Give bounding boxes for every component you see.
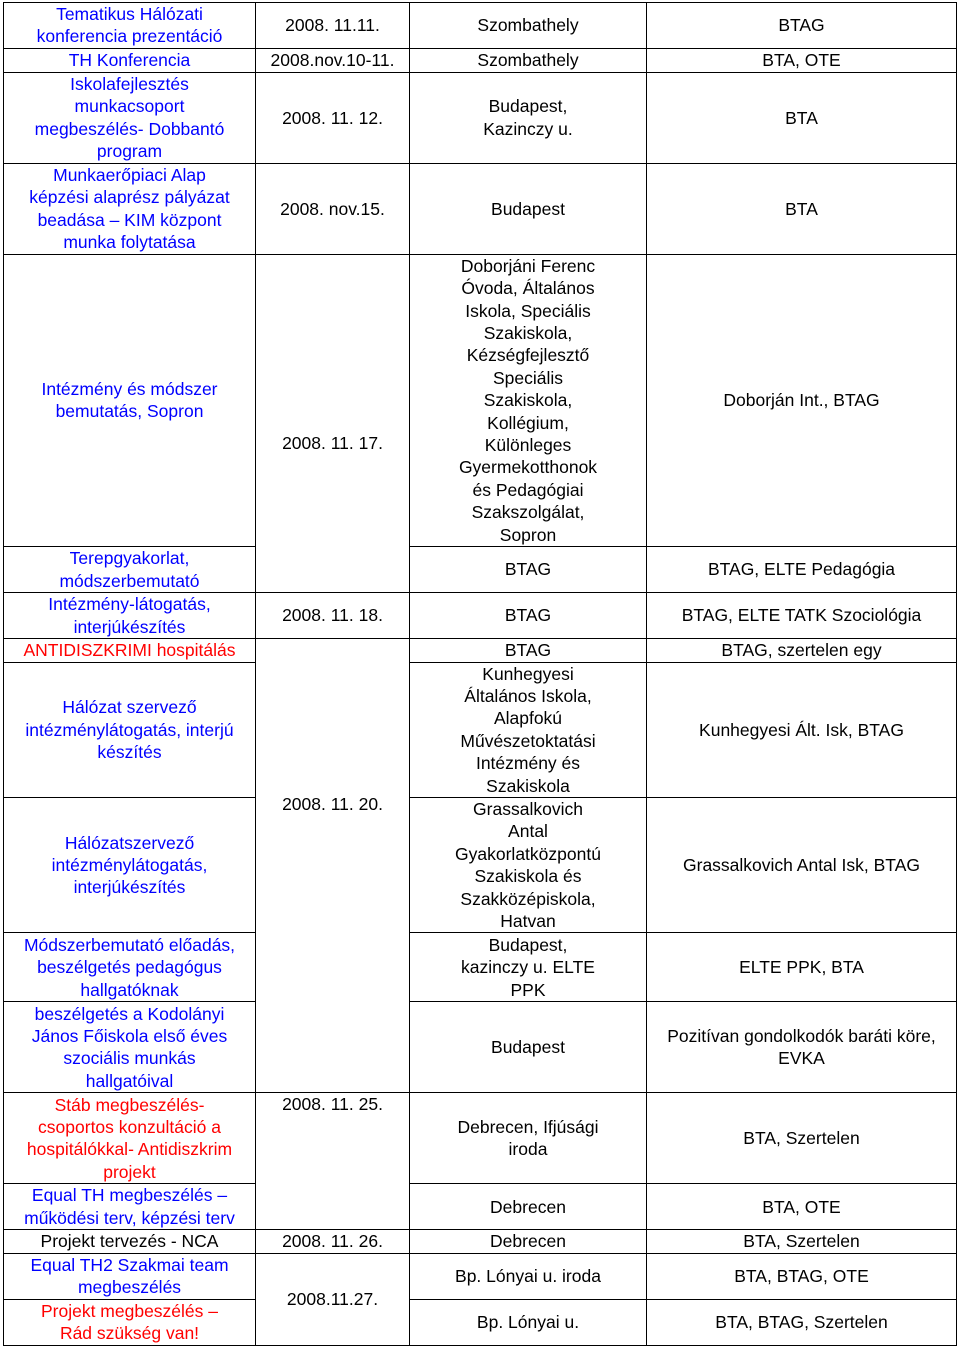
organizer-cell: Grassalkovich Antal Isk, BTAG	[647, 797, 957, 932]
organizer-cell: BTA, Szertelen	[647, 1230, 957, 1253]
event-cell: Stáb megbeszélés- csoportos konzultáció a hospitálókkal- Antidiszkrim projekt	[4, 1093, 256, 1184]
place-cell: Debrecen	[410, 1184, 647, 1230]
date-cell: 2008. 11.11.	[256, 3, 410, 49]
place-cell: BTAG	[410, 593, 647, 639]
table-row	[4, 593, 957, 639]
organizer-cell: BTAG	[647, 3, 957, 49]
table-row	[4, 1184, 957, 1230]
date-cell: 2008. nov.15.	[256, 163, 410, 254]
place-cell: Debrecen	[410, 1230, 647, 1253]
organizer-cell: Kunhegyesi Ált. Isk, BTAG	[647, 662, 957, 797]
place-cell: BTAG	[410, 547, 647, 593]
event-cell: Hálózat szervező intézménylátogatás, interjú készítés	[4, 662, 256, 797]
event-cell: TH Konferencia	[4, 48, 256, 72]
organizer-cell: Pozitívan gondolkodók baráti köre, EVKA	[647, 1002, 957, 1093]
event-cell: Munkaerőpiaci Alap képzési alaprész pályázat beadása – KIM központ munka folytatása	[4, 163, 256, 254]
organizer-cell: BTA, OTE	[647, 1184, 957, 1230]
place-cell: Budapest, Kazinczy u.	[410, 72, 647, 163]
table-row	[4, 639, 957, 662]
event-cell: Projekt megbeszélés – Rád szükség van!	[4, 1299, 256, 1345]
place-cell: Bp. Lónyai u.	[410, 1299, 647, 1345]
place-cell: Kunhegyesi Általános Iskola, Alapfokú Művészetoktatási Intézmény és Szakiskola	[410, 662, 647, 797]
place-cell: BTAG	[410, 639, 647, 662]
date-cell: 2008. 11. 17.	[256, 254, 410, 592]
event-cell: Iskolafejlesztés munkacsoport megbeszélés- Dobbantó program	[4, 72, 256, 163]
organizer-cell: Doborján Int., BTAG	[647, 254, 957, 546]
organizer-cell: BTA	[647, 163, 957, 254]
table-row	[4, 163, 957, 254]
place-cell: Szombathely	[410, 3, 647, 49]
date-cell: 2008. 11. 18.	[256, 593, 410, 639]
table-row	[4, 547, 957, 593]
schedule-table	[3, 2, 957, 1346]
event-cell: Intézmény és módszer bemutatás, Sopron	[4, 254, 256, 546]
organizer-cell: BTA, BTAG, OTE	[647, 1253, 957, 1299]
date-cell: 2008. 11. 25.	[256, 1093, 410, 1230]
date-cell: 2008.11.27.	[256, 1253, 410, 1345]
table-row	[4, 3, 957, 49]
place-cell: Szombathely	[410, 48, 647, 72]
table-row	[4, 1299, 957, 1345]
organizer-cell: BTAG, ELTE TATK Szociológia	[647, 593, 957, 639]
table-row	[4, 254, 957, 546]
date-cell: 2008. 11. 12.	[256, 72, 410, 163]
date-cell: 2008.nov.10-11.	[256, 48, 410, 72]
organizer-cell: BTA, BTAG, Szertelen	[647, 1299, 957, 1345]
table-row	[4, 797, 957, 932]
table-row	[4, 933, 957, 1002]
event-cell: Equal TH megbeszélés – működési terv, képzési terv	[4, 1184, 256, 1230]
event-cell: Hálózatszervező intézménylátogatás, interjúkészítés	[4, 797, 256, 932]
place-cell: Budapest, kazinczy u. ELTE PPK	[410, 933, 647, 1002]
place-cell: Debrecen, Ifjúsági iroda	[410, 1093, 647, 1184]
place-cell: Grassalkovich Antal Gyakorlatközpontú Szakiskola és Szakközépiskola, Hatvan	[410, 797, 647, 932]
table-row	[4, 662, 957, 797]
event-cell: Projekt tervezés - NCA	[4, 1230, 256, 1253]
event-cell: Terepgyakorlat, módszerbemutató	[4, 547, 256, 593]
event-cell: Equal TH2 Szakmai team megbeszélés	[4, 1253, 256, 1299]
organizer-cell: BTAG, szertelen egy	[647, 639, 957, 662]
place-cell: Budapest	[410, 1002, 647, 1093]
place-cell: Doborjáni Ferenc Óvoda, Általános Iskola, Speciális Szakiskola, Kézségfejlesztő Speciális Szakiskola, Kollégium, Különleges Gyermekotthonok és Pedagógiai Szakszolgálat, Sopron	[410, 254, 647, 546]
date-cell: 2008. 11. 26.	[256, 1230, 410, 1253]
event-cell: beszélgetés a Kodolányi János Főiskola első éves szociális munkás hallgatóival	[4, 1002, 256, 1093]
table-row	[4, 48, 957, 72]
event-cell: ANTIDISZKRIMI hospitálás	[4, 639, 256, 662]
table-row	[4, 1093, 957, 1184]
table-row	[4, 1253, 957, 1299]
place-cell: Bp. Lónyai u. iroda	[410, 1253, 647, 1299]
event-cell: Intézmény-látogatás, interjúkészítés	[4, 593, 256, 639]
table-row	[4, 72, 957, 163]
organizer-cell: BTA	[647, 72, 957, 163]
event-cell: Tematikus Hálózati konferencia prezentáció	[4, 3, 256, 49]
place-cell: Budapest	[410, 163, 647, 254]
event-cell: Módszerbemutató előadás, beszélgetés pedagógus hallgatóknak	[4, 933, 256, 1002]
table-row	[4, 1002, 957, 1093]
organizer-cell: BTA, Szertelen	[647, 1093, 957, 1184]
table-row	[4, 1230, 957, 1253]
organizer-cell: BTA, OTE	[647, 48, 957, 72]
date-cell: 2008. 11. 20.	[256, 639, 410, 1093]
organizer-cell: ELTE PPK, BTA	[647, 933, 957, 1002]
organizer-cell: BTAG, ELTE Pedagógia	[647, 547, 957, 593]
